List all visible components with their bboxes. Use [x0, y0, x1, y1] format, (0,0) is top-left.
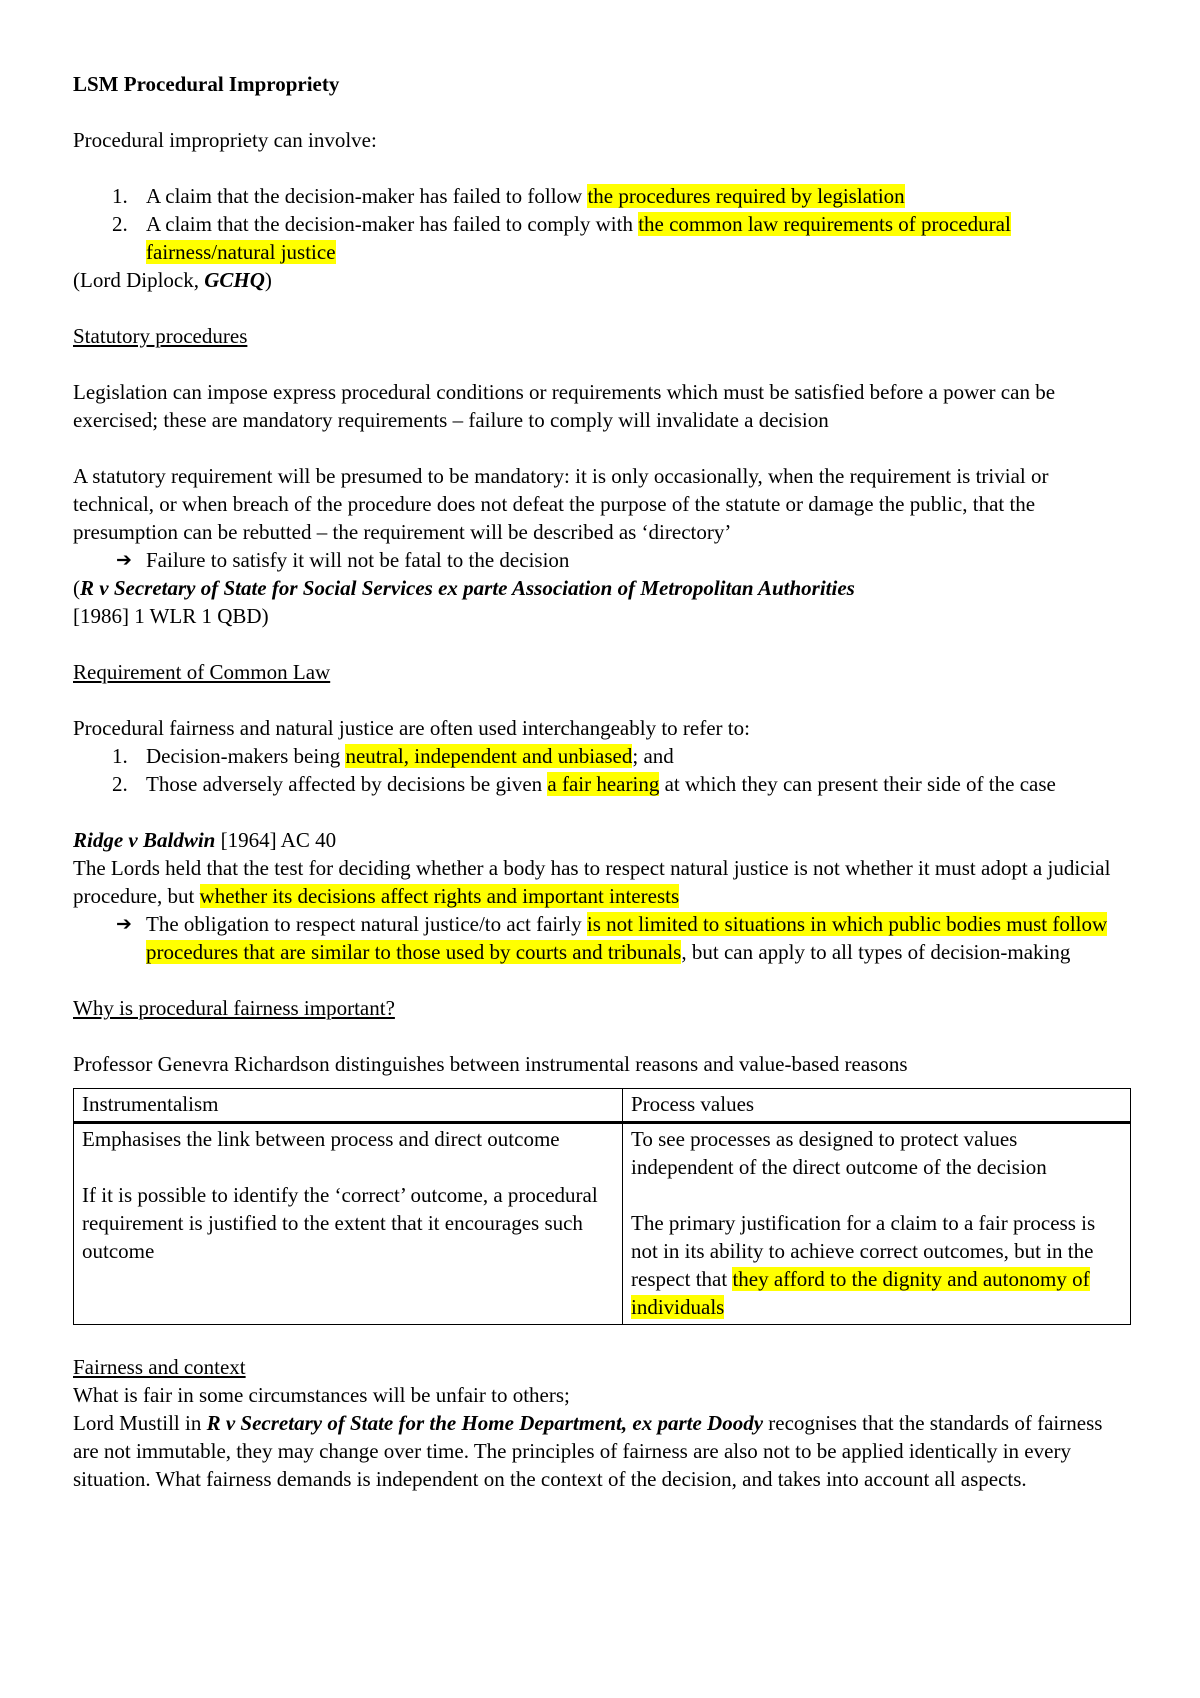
- section-heading-fairness: Fairness and context: [73, 1355, 246, 1379]
- paragraph: What is fair in some circumstances will be unfair to others;: [73, 1383, 570, 1407]
- highlighted-text: is not limited to situations in which public bodies must follow procedures that are similar to those used by courts and tribunals: [146, 912, 1108, 964]
- ridge-heading: Ridge v Baldwin [1964] AC 40: [73, 828, 337, 852]
- list-item: 1. A claim that the decision-maker has failed to follow the procedures required by legislation: [112, 184, 905, 208]
- document-title: LSM Procedural Impropriety: [73, 72, 340, 96]
- involve-list: [73, 182, 1133, 266]
- paragraph: Legislation can impose express procedural conditions or requirements which must be satisfied before a power can be exercised; these are mandatory requirements – failure to comply will invalidate a decision: [73, 380, 1056, 432]
- citation: (Lord Diplock, GCHQ): [73, 268, 272, 292]
- arrow-point: ➔ The obligation to respect natural justice/to act fairly is not limited to situations in which public bodies must follow procedures that are similar to those used by courts and tribunals, but can apply to all types of decision-making: [116, 912, 1108, 964]
- paragraph: A statutory requirement will be presumed to be mandatory: it is only occasionally, when the requirement is trivial or technical, or when breach of the procedure does not defeat the purpose of the statute or damage the public, that the presumption can be rebutted – the requirement will be described as ‘directory’: [73, 464, 1049, 544]
- highlighted-text: whether its decisions affect rights and important interests: [199, 884, 680, 908]
- comparison-table: [73, 1088, 1131, 1325]
- table-header-cell: Instrumentalism: [74, 1089, 623, 1123]
- list-number: 2.: [112, 212, 128, 236]
- list-number: 1.: [112, 184, 128, 208]
- section-heading-statutory: Statutory procedures: [73, 324, 248, 348]
- common-law-list: [73, 742, 1133, 798]
- case-name: Ridge v Baldwin: [73, 828, 216, 852]
- highlighted-text: the procedures required by legislation: [587, 184, 905, 208]
- list-number: 1.: [112, 744, 128, 768]
- table-header-row: [74, 1089, 1131, 1123]
- document-page: [73, 70, 1133, 1493]
- section-heading-common-law: Requirement of Common Law: [73, 660, 331, 684]
- paragraph: The Lords held that the test for deciding whether a body has to respect natural justice is not whether it must adopt a judicial procedure, but whether its decisions affect rights and important interests: [73, 856, 1111, 908]
- paragraph: Procedural fairness and natural justice are often used interchangeably to refer to:: [73, 716, 750, 740]
- right-arrow-icon: ➔: [116, 549, 132, 571]
- highlighted-text: they afford to the dignity and autonomy of individuals: [631, 1267, 1090, 1319]
- case-reference: [1986] 1 WLR 1 QBD): [73, 604, 269, 628]
- intro-text: Procedural impropriety can involve:: [73, 128, 377, 152]
- highlighted-text: the common law requirements of procedural fairness/natural justice: [146, 212, 1011, 264]
- highlighted-text: a fair hearing: [547, 772, 660, 796]
- table-row: [74, 1123, 1131, 1325]
- right-arrow-icon: ➔: [116, 913, 132, 935]
- arrow-point: ➔ Failure to satisfy it will not be fatal to the decision: [116, 548, 570, 572]
- table-header-cell: Process values: [623, 1089, 1131, 1123]
- paragraph: Lord Mustill in R v Secretary of State for the Home Department, ex parte Doody recognises that the standards of fairness are not immutable, they may change over time. The principles of fairness are also not to be applied identically in every situation. What fairness demands is independent on the context of the decision, and takes into account all aspects.: [73, 1411, 1103, 1491]
- section-heading-why: Why is procedural fairness important?: [73, 996, 395, 1020]
- case-name: R v Secretary of State for Social Services ex parte Association of Metropolitan Authorities: [80, 576, 855, 600]
- case-citation: (R v Secretary of State for Social Services ex parte Association of Metropolitan Authorities: [73, 576, 855, 600]
- list-item: 1. Decision-makers being neutral, independent and unbiased; and: [112, 744, 674, 768]
- paragraph: Professor Genevra Richardson distinguishes between instrumental reasons and value-based reasons: [73, 1052, 908, 1076]
- list-number: 2.: [112, 772, 128, 796]
- list-item: 2. Those adversely affected by decisions be given a fair hearing at which they can present their side of the case: [112, 772, 1056, 796]
- table-cell: Emphasises the link between process and direct outcome If it is possible to identify the ‘correct’ outcome, a procedural requirement is justified to the extent that it encourages such outcome: [74, 1123, 623, 1325]
- table-cell: To see processes as designed to protect values independent of the direct outcome of the decision The primary justification for a claim to a fair process is not in its ability to achieve correct outcomes, but in the respect that they afford to the dignity and autonomy of individuals: [623, 1123, 1131, 1325]
- list-item: 2. A claim that the decision-maker has failed to comply with the common law requirements of procedural fairness/natural justice: [112, 212, 1011, 264]
- case-name: GCHQ: [204, 268, 265, 292]
- highlighted-text: neutral, independent and unbiased: [345, 744, 633, 768]
- case-name: R v Secretary of State for the Home Department, ex parte Doody: [206, 1411, 764, 1435]
